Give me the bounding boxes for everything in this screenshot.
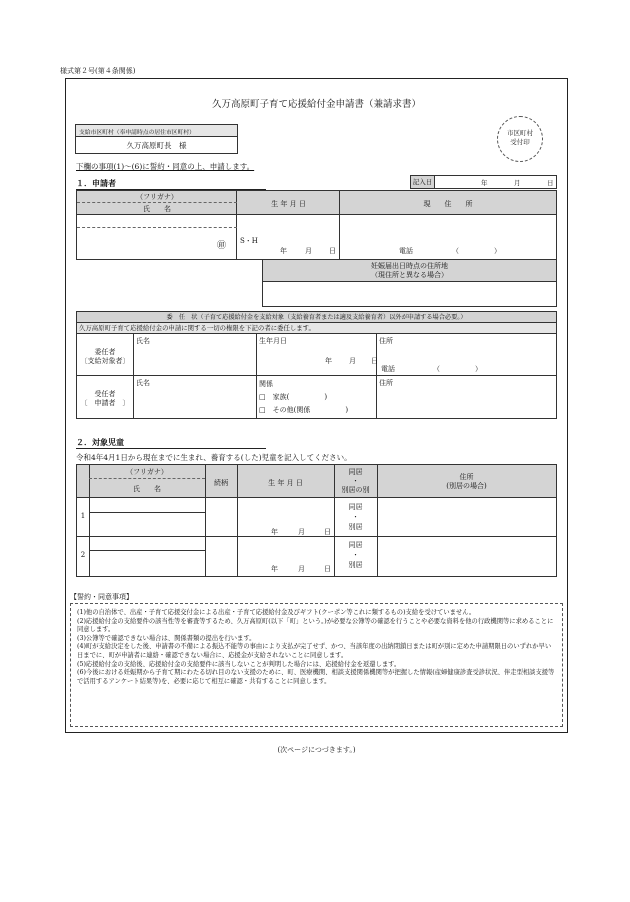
entry-date[interactable]: 記入日 年 月 日: [410, 175, 557, 189]
addressee-caption: 支給市区町村（奉申請時点の居住市区町村）: [76, 125, 237, 137]
delegatee-address-field[interactable]: 住所: [379, 379, 393, 387]
pledge-item: (6)今後における妊娠期から子育て期にわたる切れ目のない支援のために、町、医療機関、相談支援関係機関等が把握した情報(産婦健康診査受診状況、伴走型相談支援等で活用するアンケート結果等)を、必要に応じて相互に確認・共有することに同意します。: [77, 669, 555, 685]
addressee-name: 久万高原町長 様: [126, 141, 187, 150]
pledge-line: 下欄の事項(1)～(6)に誓約・同意の上、申請します。: [76, 162, 255, 171]
child-row[interactable]: 1 年 月 日 同居 ・ 別居: [77, 498, 556, 537]
delegator-name-field[interactable]: 氏名: [133, 334, 257, 376]
children-note: 令和4年4月1日から現在までに生まれ、養育する(した)児童を記入してください。: [76, 453, 352, 462]
applicant-table: （フリガナ） 氏 名 生 年 月 日 現 住 所 ㊞ S・H 年 月 日 電話 （ ）: [76, 190, 557, 260]
delegatee-name-field[interactable]: 氏名: [133, 376, 257, 418]
form-title: 久万高原町子育て応援給付金申請書（兼請求書）: [211, 99, 421, 110]
pledge-heading: 【誓約・同意事項】: [70, 593, 133, 601]
pregnancy-address-box[interactable]: 妊娠届出日時点の住所地 （現住所と異なる場合）: [262, 259, 557, 307]
form-number: 様式第２号(第４条関係): [60, 67, 136, 75]
delegator-birth-field[interactable]: 生年月日: [257, 334, 377, 376]
proxy-statement: 久万高原町子育て応援給付金の申請に関する一切の権限を下記の者に委任します。: [77, 323, 556, 334]
delegator-address-field[interactable]: 住所: [379, 337, 393, 345]
applicant-name-field[interactable]: [77, 215, 237, 259]
child-row[interactable]: 2 年 月 日 同居 ・ 別居: [80, 541, 363, 573]
applicant-heading: １．申請者: [76, 178, 266, 190]
addressee-box: [75, 124, 238, 154]
delegatee-relation-field[interactable]: 関係 □ 家族( ) □ その他(関係 ): [257, 376, 377, 418]
seal-mark: ㊞: [217, 241, 227, 251]
footer-note: (次ページにつづきます。): [277, 746, 356, 754]
pledge-item: (3)公簿等で確認できない場合は、関係書類の提出を行います。: [77, 634, 256, 642]
pledge-box: [70, 603, 563, 727]
applicant-address-field[interactable]: [340, 215, 556, 259]
pledge-item: (2)応援給付金の支給要件の該当性等を審査等するため、久万高原町(以下「町」という。)が必要な公簿等の確認を行うことや必要な資料を他の行政機関等に求めることに同意します。: [77, 617, 554, 634]
pledge-item: (4)町が支給決定をした後、申請書の不備による振込不能等の事由により支払が完了せず、かつ、当該年度の出納閉鎖日または町が別に定めた申請期限日のいずれか早い日までに、町が申請者に連絡・確認できない場合に、応援金が支給されないことに同意します。: [77, 643, 552, 659]
pledge-item: (5)応援給付金の支給後、応援給付金の支給要件に該当しないことが判明した場合には、応援給付金を返還します。: [77, 660, 401, 668]
reception-stamp: 市区町村 受付印: [497, 116, 543, 162]
proxy-section: 委 任 状（子育て応援給付金を支給対象（支給養育者または適及支給養育者）以外が申請する場合必要。） 久万高原町子育て応援給付金の申請に関する一切の権限を下記の者に委任します。 委任者 〔支給対象者〕 氏名 生年月日 年 月 日 住所 電話 （ ） 受任者 〔 申請者 〕 氏名 関係 □ 家族( ) □ その他(関係 ) 住所: [76, 311, 557, 419]
pledge-item: (1)他の自治体で、出産・子育て応援交付金による出産・子育て応援給付金及びギフト(クーポン等これに類するもの)支給を受けていません。: [77, 609, 476, 616]
children-table: （フリガナ） 氏 名 続柄 生 年 月 日 同居 ・ 別居の別 住所 (別居の場合) 1 年 月 日 同居 ・ 別居 2 年 月 日 同居 ・ 別居: [76, 464, 557, 577]
children-heading: ２．対象児童: [76, 437, 266, 449]
proxy-header: 委 任 状（子育て応援給付金を支給対象（支給養育者または適及支給養育者）以外が申請する場合必要。）: [77, 312, 556, 323]
